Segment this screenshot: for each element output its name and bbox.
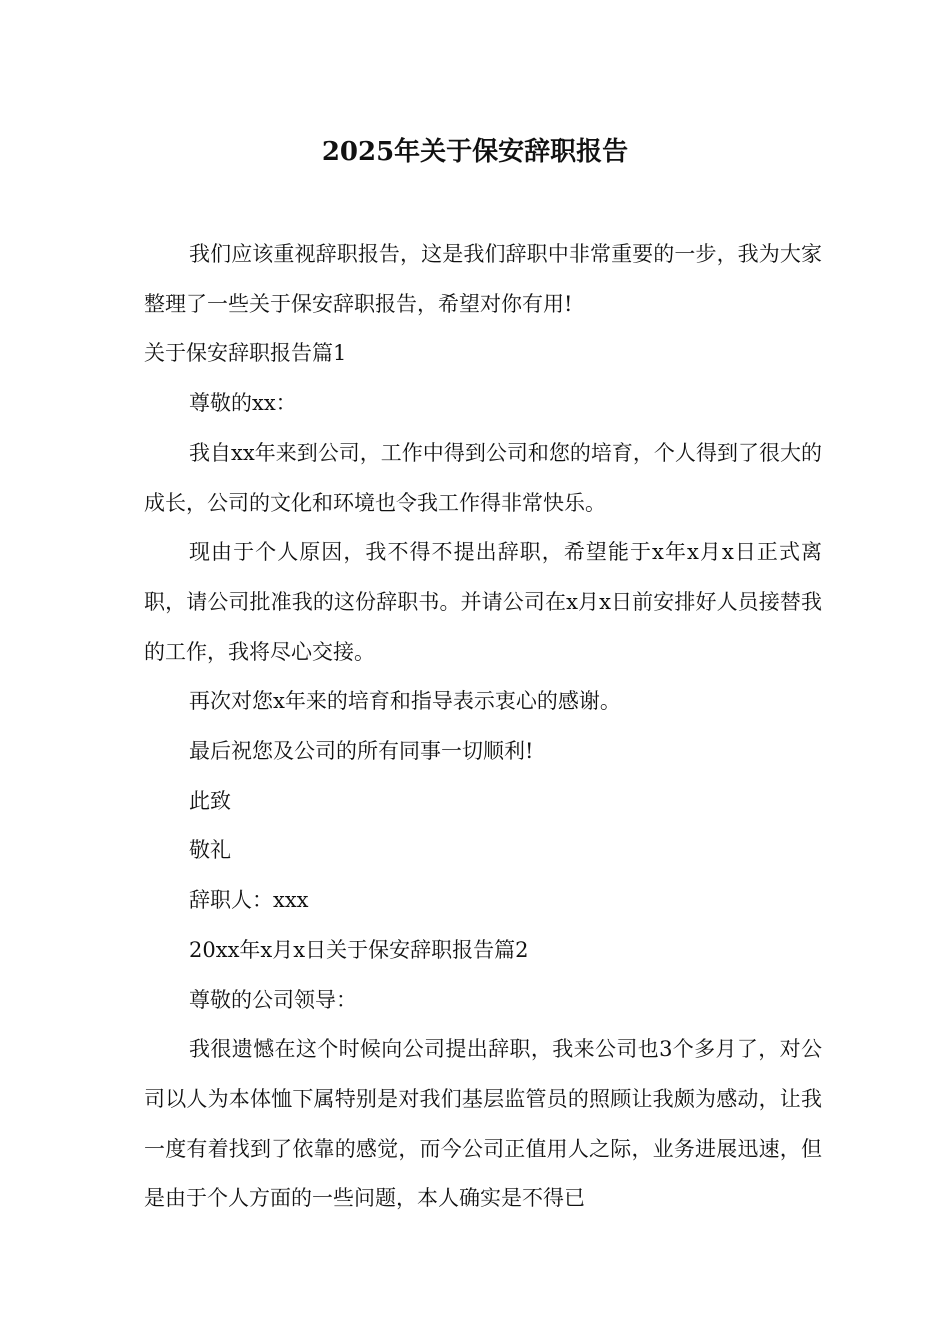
paragraph-1-2: 现由于个人原因，我不得不提出辞职，希望能于x年x月x日正式离职，请公司批准我的这份辞职书。并请公司在x月x日前安排好人员接替我的工作，我将尽心交接。 [144, 540, 822, 664]
paragraph-2-1: 我很遗憾在这个时候向公司提出辞职，我来公司也3个多月了，对公司以人为本体恤下属特别是对我们基层监管员的照顾让我颇为感动，让我一度有着找到了依靠的感觉，而今公司正值用人之际，业务进展迅速，但是由于个人方面的一些问题，本人确实是不得已 [144, 1037, 822, 1211]
paragraph-1-4: 最后祝您及公司的所有同事一切顺利! [189, 739, 534, 764]
signer-1: 辞职人：xxx [189, 888, 309, 913]
paragraph-intro: 我们应该重视辞职报告，这是我们辞职中非常重要的一步，我为大家整理了一些关于保安辞职报告，希望对你有用! [144, 242, 822, 316]
paragraph-1-1: 我自xx年来到公司，工作中得到公司和您的培育，个人得到了很大的成长，公司的文化和环境也令我工作得非常快乐。 [144, 440, 822, 515]
salutation-1: 尊敬的xx： [189, 391, 297, 416]
closing-1-a: 此致 [189, 788, 231, 813]
salutation-2: 尊敬的公司领导： [189, 987, 357, 1012]
date-and-heading-2: 20xx年x月x日关于保安辞职报告篇2 [189, 937, 529, 962]
document-body [144, 230, 822, 1224]
paragraph-1-3: 再次对您x年来的培育和指导表示衷心的感谢。 [189, 689, 621, 714]
closing-1-b: 敬礼 [189, 838, 231, 863]
document-title: 2025年关于保安辞职报告 [321, 137, 629, 167]
section-heading-1: 关于保安辞职报告篇1 [144, 341, 347, 366]
